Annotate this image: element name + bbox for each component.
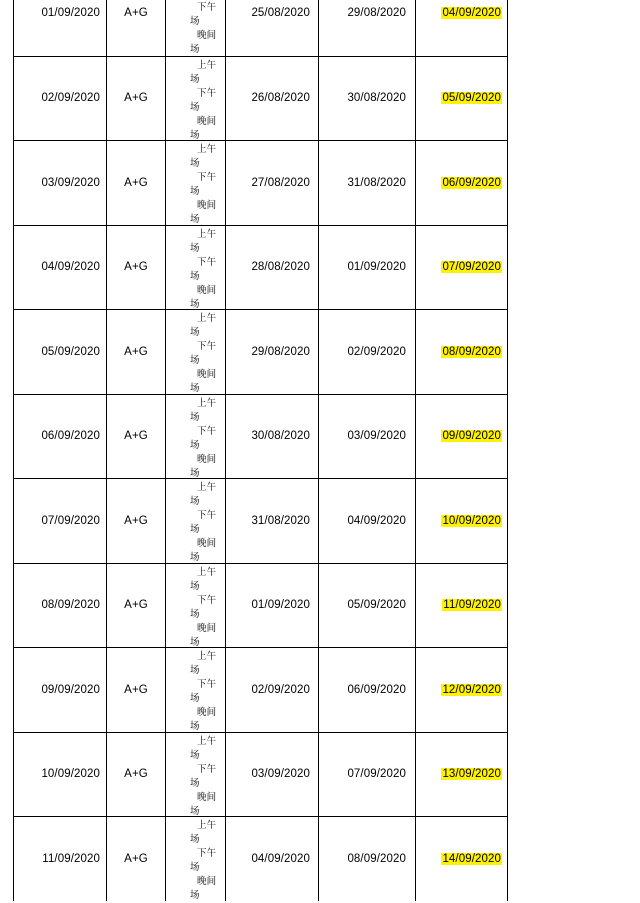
start-date-cell <box>226 57 318 141</box>
start-date-cell-text: 01/09/2020 <box>251 599 310 612</box>
date-cell <box>14 0 106 56</box>
session-cell <box>166 648 225 732</box>
session-field-label: 场 <box>190 636 200 648</box>
date-cell-text: 06/09/2020 <box>41 430 100 443</box>
session-afternoon-label: 下午 <box>197 763 217 775</box>
session-afternoon-label: 下午 <box>197 848 217 859</box>
table-row <box>13 56 508 141</box>
session-afternoon-label: 下午 <box>197 256 217 268</box>
mid-date-cell <box>319 479 415 563</box>
mid-date-cell-text: 06/09/2020 <box>347 683 406 696</box>
group-cell <box>107 817 165 901</box>
start-date-cell-text: 27/08/2020 <box>251 176 310 189</box>
date-cell <box>14 310 106 394</box>
session-evening-label: 晚间 <box>197 538 217 549</box>
date-cell-text: 03/09/2020 <box>41 176 100 189</box>
session-cell <box>166 310 225 394</box>
session-field-label: 场 <box>190 777 200 789</box>
mid-date-cell <box>319 648 415 732</box>
start-date-cell <box>226 395 318 479</box>
table-row <box>13 478 508 563</box>
session-afternoon-label: 下午 <box>197 2 217 13</box>
start-date-cell-text: 02/09/2020 <box>251 683 310 696</box>
session-list <box>190 143 216 227</box>
session-list <box>190 650 216 734</box>
session-list <box>190 819 216 903</box>
session-evening-label: 晚间 <box>197 622 217 634</box>
session-afternoon-label: 下午 <box>197 87 217 99</box>
session-evening-label: 晚间 <box>197 284 217 296</box>
group-cell-text: A+G <box>124 430 148 443</box>
date-cell-text: 08/09/2020 <box>41 599 100 612</box>
date-cell-text: 07/09/2020 <box>41 514 100 527</box>
session-morning-label: 上午 <box>197 313 217 324</box>
highlighted-date-cell-text: 07/09/2020 <box>442 261 501 274</box>
highlighted-date-cell-text: 12/09/2020 <box>442 683 501 696</box>
session-field-label: 场 <box>190 721 200 732</box>
group-cell <box>107 310 165 394</box>
highlighted-date-cell-text: 08/09/2020 <box>442 345 501 358</box>
table-row <box>13 563 508 648</box>
highlighted-date-cell-text: 11/09/2020 <box>443 599 501 612</box>
session-field-label: 场 <box>190 298 200 310</box>
session-field-label: 场 <box>190 834 200 845</box>
session-field-label: 场 <box>190 383 200 394</box>
group-cell <box>107 648 165 732</box>
session-morning-label: 上午 <box>197 397 217 409</box>
session-afternoon-label: 下午 <box>197 172 217 183</box>
session-field-label: 场 <box>190 327 200 338</box>
start-date-cell-text: 30/08/2020 <box>251 430 310 443</box>
session-morning-label: 上午 <box>197 735 217 747</box>
session-field-label: 场 <box>190 890 200 901</box>
start-date-cell-text: 26/08/2020 <box>251 92 310 105</box>
group-cell-text: A+G <box>124 683 148 696</box>
session-cell <box>166 395 225 479</box>
session-field-label: 场 <box>190 439 200 451</box>
start-date-cell-text: 25/08/2020 <box>251 7 310 20</box>
session-list <box>190 312 216 396</box>
session-field-label: 场 <box>190 16 200 27</box>
session-evening-label: 晚间 <box>197 115 217 127</box>
session-field-label: 场 <box>190 467 200 479</box>
session-morning-label: 上午 <box>197 144 217 155</box>
mid-date-cell <box>319 733 415 817</box>
highlighted-date-cell <box>416 648 508 732</box>
session-morning-label: 上午 <box>197 228 217 240</box>
start-date-cell <box>226 479 318 563</box>
highlighted-date-cell <box>416 395 508 479</box>
date-cell <box>14 57 106 141</box>
session-cell <box>166 57 225 141</box>
table-row <box>13 394 508 479</box>
group-cell-text: A+G <box>124 345 148 358</box>
mid-date-cell-text: 31/08/2020 <box>347 176 406 189</box>
group-cell <box>107 57 165 141</box>
date-cell-text: 02/09/2020 <box>41 92 100 105</box>
session-evening-label: 晚间 <box>197 30 217 41</box>
date-cell <box>14 733 106 817</box>
date-cell-text: 10/09/2020 <box>41 768 100 781</box>
date-cell <box>14 395 106 479</box>
date-cell <box>14 817 106 901</box>
date-cell <box>14 564 106 648</box>
session-list <box>190 0 216 57</box>
session-field-label: 场 <box>190 749 200 761</box>
date-cell-text: 05/09/2020 <box>41 345 100 358</box>
session-cell <box>166 564 225 648</box>
session-cell <box>166 0 225 56</box>
date-cell <box>14 479 106 563</box>
start-date-cell <box>226 564 318 648</box>
mid-date-cell <box>319 817 415 901</box>
session-evening-label: 晚间 <box>197 453 217 465</box>
highlighted-date-cell <box>416 564 508 648</box>
start-date-cell <box>226 310 318 394</box>
session-field-label: 场 <box>190 186 200 197</box>
session-morning-label: 上午 <box>197 59 217 71</box>
highlighted-date-cell-text: 14/09/2020 <box>442 852 501 865</box>
highlighted-date-cell <box>416 733 508 817</box>
highlighted-date-cell <box>416 310 508 394</box>
session-cell <box>166 479 225 563</box>
session-afternoon-label: 下午 <box>197 341 217 352</box>
mid-date-cell <box>319 310 415 394</box>
session-field-label: 场 <box>190 270 200 282</box>
session-morning-label: 上午 <box>197 820 217 831</box>
highlighted-date-cell-text: 13/09/2020 <box>442 768 501 781</box>
mid-date-cell <box>319 141 415 225</box>
group-cell-text: A+G <box>124 514 148 527</box>
session-field-label: 场 <box>190 129 200 141</box>
start-date-cell <box>226 0 318 56</box>
start-date-cell <box>226 141 318 225</box>
start-date-cell <box>226 817 318 901</box>
group-cell-text: A+G <box>124 92 148 105</box>
session-field-label: 场 <box>190 73 200 85</box>
mid-date-cell-text: 29/08/2020 <box>347 7 406 20</box>
session-list <box>190 566 216 650</box>
session-list <box>190 481 216 565</box>
start-date-cell-text: 31/08/2020 <box>251 514 310 527</box>
session-cell <box>166 141 225 225</box>
group-cell-text: A+G <box>124 176 148 189</box>
table-row <box>13 647 508 732</box>
session-field-label: 场 <box>190 608 200 620</box>
session-afternoon-label: 下午 <box>197 425 217 437</box>
start-date-cell-text: 04/09/2020 <box>251 852 310 865</box>
date-cell-text: 11/09/2020 <box>42 852 100 865</box>
date-cell-text: 01/09/2020 <box>41 7 100 20</box>
start-date-cell-text: 28/08/2020 <box>251 261 310 274</box>
group-cell-text: A+G <box>124 261 148 274</box>
mid-date-cell <box>319 564 415 648</box>
session-list <box>190 59 216 143</box>
table-row <box>13 225 508 310</box>
session-cell <box>166 733 225 817</box>
mid-date-cell <box>319 0 415 56</box>
session-field-label: 场 <box>190 552 200 563</box>
session-morning-label: 上午 <box>197 566 217 578</box>
mid-date-cell-text: 02/09/2020 <box>347 345 406 358</box>
table-row <box>13 0 508 56</box>
group-cell-text: A+G <box>124 852 148 865</box>
session-field-label: 场 <box>190 862 200 873</box>
table-row <box>13 140 508 225</box>
highlighted-date-cell-text: 10/09/2020 <box>442 514 501 527</box>
mid-date-cell-text: 04/09/2020 <box>347 514 406 527</box>
group-cell-text: A+G <box>124 768 148 781</box>
mid-date-cell-text: 01/09/2020 <box>347 261 406 274</box>
start-date-cell <box>226 648 318 732</box>
mid-date-cell <box>319 226 415 310</box>
session-morning-label: 上午 <box>197 651 217 662</box>
group-cell <box>107 0 165 56</box>
date-cell <box>14 648 106 732</box>
mid-date-cell-text: 30/08/2020 <box>347 92 406 105</box>
date-cell <box>14 226 106 310</box>
start-date-cell <box>226 226 318 310</box>
mid-date-cell <box>319 395 415 479</box>
table-row <box>13 816 508 901</box>
session-field-label: 场 <box>190 580 200 592</box>
start-date-cell-text: 29/08/2020 <box>251 345 310 358</box>
session-field-label: 场 <box>190 496 200 507</box>
session-field-label: 场 <box>190 665 200 676</box>
session-evening-label: 晚间 <box>197 876 217 887</box>
date-cell-text: 04/09/2020 <box>41 261 100 274</box>
session-field-label: 场 <box>190 44 200 55</box>
session-cell <box>166 226 225 310</box>
highlighted-date-cell <box>416 479 508 563</box>
table-row <box>13 309 508 394</box>
session-afternoon-label: 下午 <box>197 679 217 690</box>
start-date-cell <box>226 733 318 817</box>
schedule-table <box>13 0 508 901</box>
session-morning-label: 上午 <box>197 482 217 493</box>
group-cell <box>107 226 165 310</box>
session-cell <box>166 817 225 901</box>
mid-date-cell-text: 08/09/2020 <box>347 852 406 865</box>
highlighted-date-cell-text: 06/09/2020 <box>442 176 501 189</box>
highlighted-date-cell <box>416 141 508 225</box>
session-list <box>190 397 216 481</box>
mid-date-cell <box>319 57 415 141</box>
table-row <box>13 732 508 817</box>
session-field-label: 场 <box>190 355 200 366</box>
group-cell <box>107 733 165 817</box>
session-evening-label: 晚间 <box>197 791 217 803</box>
session-field-label: 场 <box>190 214 200 225</box>
group-cell <box>107 395 165 479</box>
mid-date-cell-text: 03/09/2020 <box>347 430 406 443</box>
mid-date-cell-text: 05/09/2020 <box>347 599 406 612</box>
highlighted-date-cell <box>416 57 508 141</box>
group-cell-text: A+G <box>124 599 148 612</box>
highlighted-date-cell-text: 05/09/2020 <box>442 92 501 105</box>
session-field-label: 场 <box>190 242 200 254</box>
date-cell-text: 09/09/2020 <box>41 683 100 696</box>
session-afternoon-label: 下午 <box>197 594 217 606</box>
group-cell-text: A+G <box>124 7 148 20</box>
session-field-label: 场 <box>190 101 200 113</box>
session-list <box>190 735 216 819</box>
session-field-label: 场 <box>190 411 200 423</box>
mid-date-cell-text: 07/09/2020 <box>347 768 406 781</box>
session-afternoon-label: 下午 <box>197 510 217 521</box>
highlighted-date-cell-text: 09/09/2020 <box>442 430 501 443</box>
session-evening-label: 晚间 <box>197 200 217 211</box>
highlighted-date-cell <box>416 817 508 901</box>
session-field-label: 场 <box>190 805 200 817</box>
highlighted-date-cell <box>416 226 508 310</box>
date-cell <box>14 141 106 225</box>
group-cell <box>107 479 165 563</box>
group-cell <box>107 141 165 225</box>
highlighted-date-cell-text: 04/09/2020 <box>442 7 501 20</box>
group-cell <box>107 564 165 648</box>
highlighted-date-cell <box>416 0 508 56</box>
session-evening-label: 晚间 <box>197 707 217 718</box>
session-list <box>190 228 216 312</box>
session-field-label: 场 <box>190 693 200 704</box>
start-date-cell-text: 03/09/2020 <box>251 768 310 781</box>
session-field-label: 场 <box>190 158 200 169</box>
session-field-label: 场 <box>190 524 200 535</box>
session-evening-label: 晚间 <box>197 369 217 380</box>
